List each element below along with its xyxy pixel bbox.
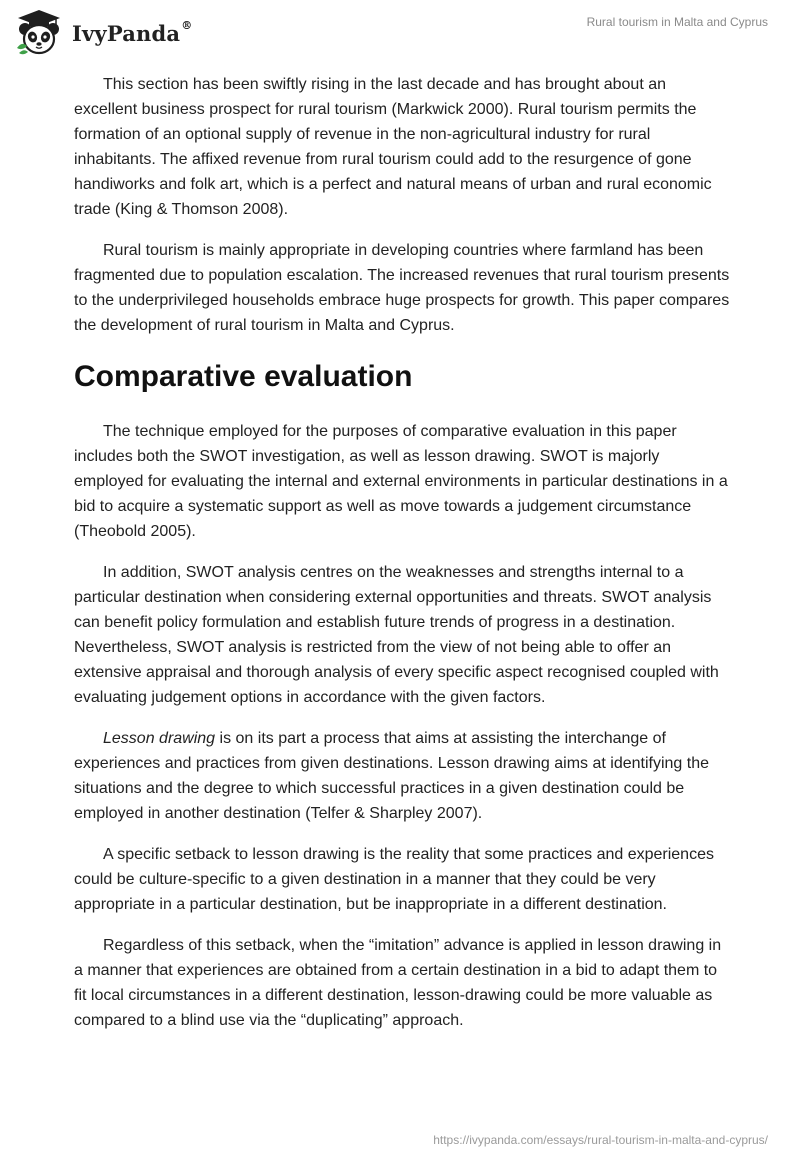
paragraph: A specific setback to lesson drawing is the reality that some practices and experiences could be culture-specific to a given destination in a manner that they could be very appropriate in a particular destination, but be inappropriate in a different destination. xyxy=(74,846,714,913)
source-url[interactable]: https://ivypanda.com/essays/rural-tourism-in-malta-and-cyprus/ xyxy=(433,1133,768,1147)
document-title: Rural tourism in Malta and Cyprus xyxy=(586,15,768,29)
emphasis-term: Lesson drawing xyxy=(103,730,216,747)
article-body xyxy=(74,72,730,1049)
paragraph xyxy=(74,726,730,826)
logo-text: IvyPanda® xyxy=(72,18,193,46)
paragraph-text: is on its part a process that aims at assisting the interchange of experiences and practices from given destinations. Lesson drawing aims at identifying the situations and the degree to which successful practices in a given destination could be employed in another destination (Telfer & Sharpley 2007). xyxy=(74,730,710,822)
panda-graduate-icon xyxy=(14,8,64,56)
paragraph: In addition, SWOT analysis centres on the weaknesses and strengths internal to a particular destination when considering external opportunities and threats. SWOT analysis can benefit policy formulation and establish future trends of progress in a destination. Nevertheless, SWOT analysis is restricted from the view of not being able to offer an extensive appraisal and thorough analysis of every specific aspect recognised coupled with evaluating judgement options in accordance with the given factors. xyxy=(74,564,719,706)
paragraph: This section has been swiftly rising in the last decade and has brought about an excellent business prospect for rural tourism (Markwick 2000). Rural tourism permits the formation of an optional supply of revenue in the non-agricultural industry for rural inhabitants. The affixed revenue from rural tourism could add to the resurgence of gone handiworks and folk art, which is a perfect and natural means of urban and rural economic trade (King & Thomson 2008). xyxy=(74,76,712,218)
section-heading: Comparative evaluation xyxy=(74,360,413,393)
page-header xyxy=(0,0,800,60)
paragraph: The technique employed for the purposes of comparative evaluation in this paper includes both the SWOT investigation, as well as lesson drawing. SWOT is majorly employed for evaluating the internal and external environments in particular destinations in a bid to acquire a systematic support as well as move towards a judgement circumstance (Theobold 2005). xyxy=(74,423,728,540)
paragraph: Regardless of this setback, when the “imitation” advance is applied in lesson drawing in a manner that experiences are obtained from a certain destination in a bid to adapt them to fit local circumstances in a different destination, lesson-drawing could be more valuable as compared to a blind use via the “duplicating” approach. xyxy=(74,937,722,1029)
ivypanda-logo[interactable] xyxy=(14,8,192,56)
paragraph: Rural tourism is mainly appropriate in developing countries where farmland has been fragmented due to population escalation. The increased revenues that rural tourism presents to the underprivileged households embrace huge prospects for growth. This paper compares the development of rural tourism in Malta and Cyprus. xyxy=(74,242,730,334)
